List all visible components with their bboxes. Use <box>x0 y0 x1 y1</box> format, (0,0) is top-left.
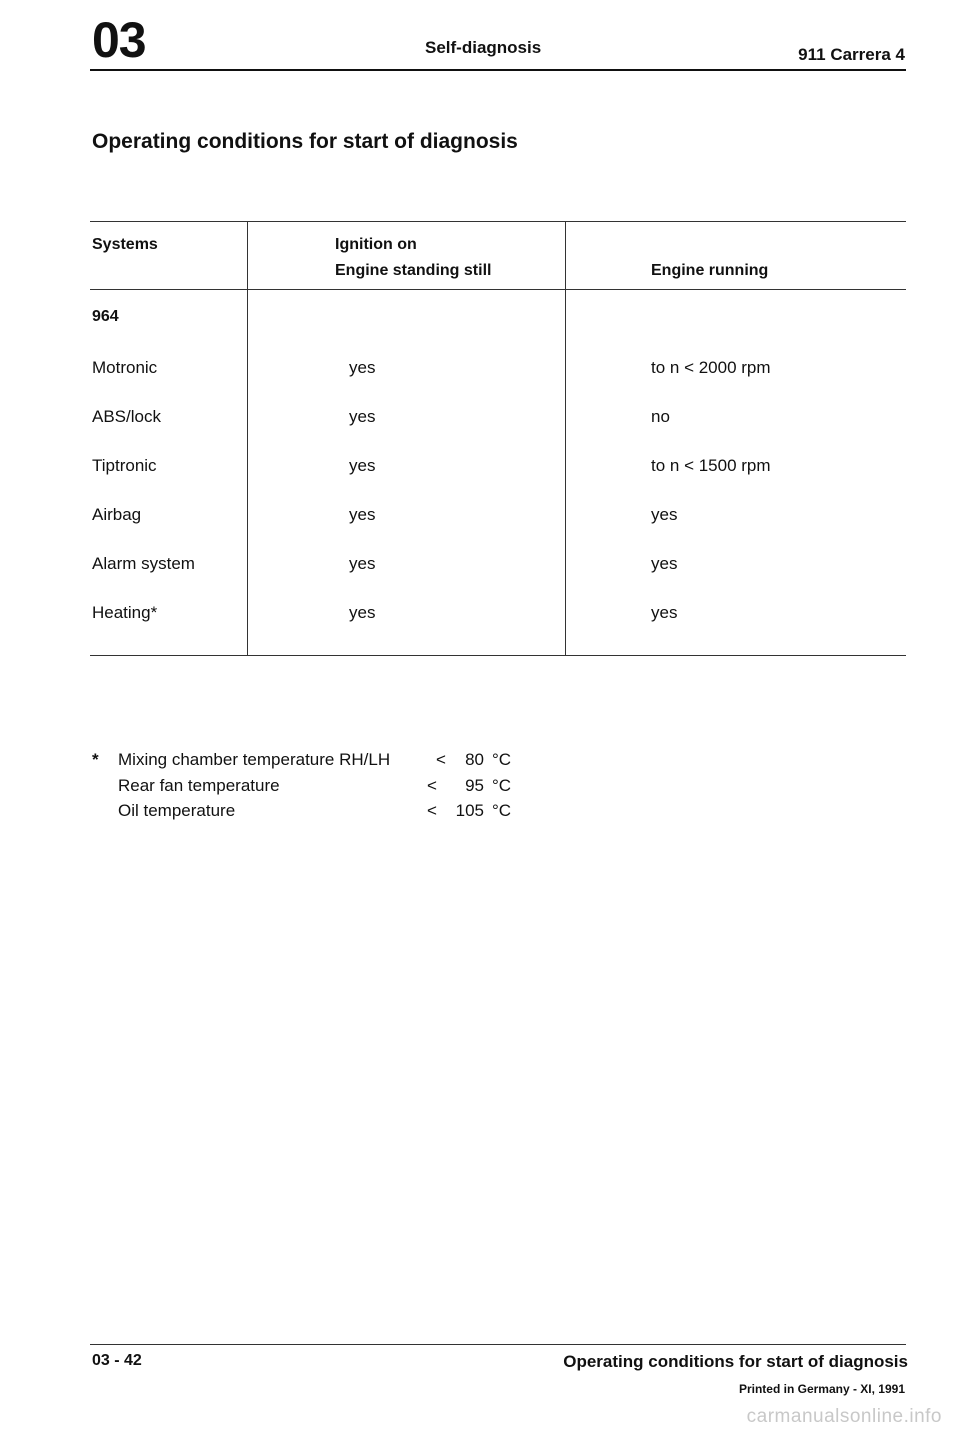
footnote-unit: °C <box>492 750 512 769</box>
footer-title: Operating conditions for start of diagnosis <box>563 1352 908 1371</box>
header-engine-running: Engine running <box>651 262 769 279</box>
footnote-value: 80 <box>465 750 484 769</box>
system-name: Alarm system <box>92 554 195 573</box>
footnote-label: Rear fan temperature <box>118 776 280 795</box>
running-value: no <box>651 407 670 426</box>
ignition-value: yes <box>349 407 376 426</box>
page-title: Operating conditions for start of diagnosis <box>92 130 518 153</box>
ignition-value: yes <box>349 554 376 573</box>
model-name: 911 Carrera 4 <box>798 45 905 64</box>
footnote-operator: < <box>427 801 437 820</box>
header-engine-standing-still: Engine standing still <box>335 262 492 279</box>
chapter-number: 03 <box>92 12 146 68</box>
watermark: carmanualsonline.info <box>746 1406 942 1427</box>
table-top-rule <box>90 221 906 222</box>
header-systems: Systems <box>92 236 158 253</box>
footnote-marker: * <box>92 750 99 769</box>
footnote-label: Oil temperature <box>118 801 236 820</box>
running-value: yes <box>651 603 678 622</box>
system-name: ABS/lock <box>92 407 161 426</box>
system-name: Tiptronic <box>92 456 157 475</box>
header-ignition-on: Ignition on <box>335 236 417 253</box>
footnote-value: 95 <box>465 776 484 795</box>
header-rule <box>90 69 906 71</box>
ignition-value: yes <box>349 358 376 377</box>
system-name: Airbag <box>92 505 142 524</box>
table-column-divider <box>247 221 248 655</box>
ignition-value: yes <box>349 456 376 475</box>
footnote-label: Mixing chamber temperature RH/LH <box>118 750 391 769</box>
footnote-operator: < <box>436 750 446 769</box>
table-bottom-rule <box>90 655 906 656</box>
footnote-operator: < <box>427 776 437 795</box>
footer-rule <box>90 1344 906 1345</box>
table-column-divider <box>565 221 566 655</box>
section-title: Self-diagnosis <box>425 38 542 57</box>
running-value: yes <box>651 554 678 573</box>
footnote-unit: °C <box>492 776 512 795</box>
footnote-unit: °C <box>492 801 512 820</box>
footnote-value: 105 <box>455 801 484 820</box>
group-label: 964 <box>92 308 119 325</box>
running-value: yes <box>651 505 678 524</box>
page-number: 03 - 42 <box>92 1352 142 1369</box>
system-name: Motronic <box>92 358 158 377</box>
running-value: to n < 1500 rpm <box>651 456 771 475</box>
system-name: Heating* <box>92 603 158 622</box>
running-value: to n < 2000 rpm <box>651 358 771 377</box>
table-header-rule <box>90 289 906 290</box>
printed-note: Printed in Germany - XI, 1991 <box>738 1382 905 1396</box>
ignition-value: yes <box>349 505 376 524</box>
ignition-value: yes <box>349 603 376 622</box>
